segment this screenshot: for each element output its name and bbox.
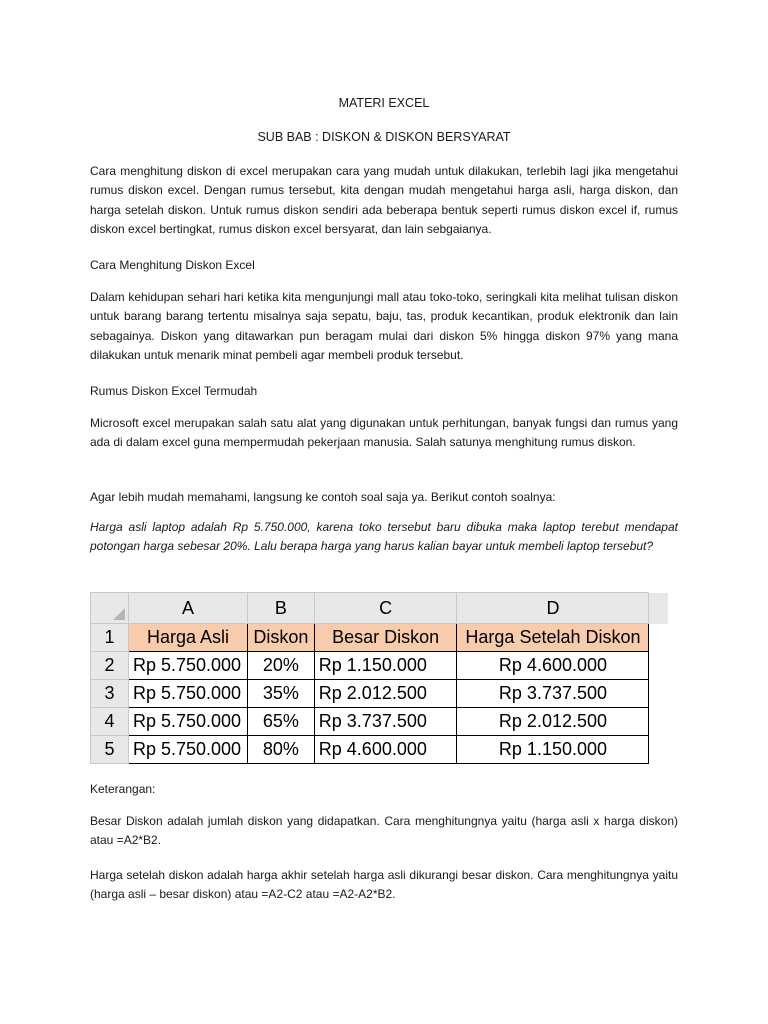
row-header[interactable]: 5 (91, 736, 129, 764)
question-paragraph: Harga asli laptop adalah Rp 5.750.000, karena toko tersebut baru dibuka maka laptop terebut mendapat potongan harga sebesar 20%. Lalu berapa harga yang harus kalian bayar untuk membeli laptop tersebut? (90, 520, 678, 554)
empty-cell (649, 708, 668, 736)
note-harga-setelah-diskon: Harga setelah diskon adalah harga akhir setelah harga asli dikurangi besar diskon. Cara menghitungnya yaitu (harga asli – besar diskon) atau =A2-C2 atau =A2-A2*B2. (90, 868, 678, 902)
heading-rumus-termudah: Rumus Diskon Excel Termudah (90, 384, 258, 398)
cell-harga-setelah-diskon[interactable]: Rp 3.737.500 (457, 680, 649, 708)
empty-cell (649, 652, 668, 680)
table-row (91, 708, 669, 736)
header-cell-besar-diskon[interactable]: Besar Diskon (314, 624, 457, 652)
header-cell-diskon[interactable]: Diskon (248, 624, 315, 652)
cell-harga-asli[interactable]: Rp 5.750.000 (128, 736, 247, 764)
paragraph-contoh-soal: Agar lebih mudah memahami, langsung ke contoh soal saja ya. Berikut contoh soalnya: (90, 490, 556, 504)
cell-harga-asli[interactable]: Rp 5.750.000 (128, 708, 247, 736)
paragraph-kehidupan: Dalam kehidupan sehari hari ketika kita mengunjungi mall atau toko-toko, seringkali kita melihat tulisan diskon untuk barang barang tertentu misalnya saja sepatu, baju, tas, produk kecantikan, produk elektronik dan lain sebagainya. Diskon yang ditawarkan pun beragam mulai dari diskon 5% hingga diskon 97% yang mana dilakukan untuk menarik minat pembeli agar membeli produk tersebut. (90, 290, 678, 362)
row-header[interactable]: 4 (91, 708, 129, 736)
cell-harga-asli[interactable]: Rp 5.750.000 (128, 652, 247, 680)
paragraph-microsoft-excel: Microsoft excel merupakan salah satu alat yang digunakan untuk perhitungan, banyak fungsi dan rumus yang ada di dalam excel guna mempermudah pekerjaan manusia. Salah satunya menghitung rumus diskon. (90, 416, 678, 450)
table-row (91, 680, 669, 708)
empty-cell (649, 736, 668, 764)
header-cell-harga-setelah-diskon[interactable]: Harga Setelah Diskon (457, 624, 649, 652)
cell-besar-diskon[interactable]: Rp 2.012.500 (314, 680, 457, 708)
column-header-d[interactable]: D (457, 593, 649, 624)
cell-besar-diskon[interactable]: Rp 3.737.500 (314, 708, 457, 736)
cell-harga-asli[interactable]: Rp 5.750.000 (128, 680, 247, 708)
doc-subtitle: SUB BAB : DISKON & DISKON BERSYARAT (257, 130, 511, 144)
table-row (91, 652, 669, 680)
cell-harga-setelah-diskon[interactable]: Rp 1.150.000 (457, 736, 649, 764)
row-header[interactable]: 3 (91, 680, 129, 708)
heading-cara-menghitung: Cara Menghitung Diskon Excel (90, 258, 255, 272)
table-row (91, 736, 669, 764)
cell-besar-diskon[interactable]: Rp 1.150.000 (314, 652, 457, 680)
corner-triangle-icon (113, 608, 125, 620)
cell-besar-diskon[interactable]: Rp 4.600.000 (314, 736, 457, 764)
header-cell-harga-asli[interactable]: Harga Asli (128, 624, 247, 652)
column-header-empty (649, 593, 668, 624)
cell-harga-setelah-diskon[interactable]: Rp 2.012.500 (457, 708, 649, 736)
empty-cell (649, 680, 668, 708)
empty-cell (649, 624, 668, 652)
cell-diskon[interactable]: 35% (248, 680, 315, 708)
note-besar-diskon: Besar Diskon adalah jumlah diskon yang didapatkan. Cara menghitungnya yaitu (harga asli x harga diskon) atau =A2*B2. (90, 814, 678, 848)
column-header-a[interactable]: A (128, 593, 247, 624)
cell-diskon[interactable]: 65% (248, 708, 315, 736)
column-header-c[interactable]: C (314, 593, 457, 624)
select-all-corner[interactable] (91, 593, 129, 624)
cell-harga-setelah-diskon[interactable]: Rp 4.600.000 (457, 652, 649, 680)
excel-table (90, 592, 668, 764)
heading-keterangan: Keterangan: (90, 782, 156, 796)
row-header[interactable]: 1 (91, 624, 129, 652)
cell-diskon[interactable]: 20% (248, 652, 315, 680)
cell-diskon[interactable]: 80% (248, 736, 315, 764)
doc-title: MATERI EXCEL (338, 96, 430, 110)
column-header-b[interactable]: B (248, 593, 315, 624)
intro-paragraph: Cara menghitung diskon di excel merupakan cara yang mudah untuk dilakukan, terlebih lagi jika mengetahui rumus diskon excel. Dengan rumus tersebut, kita dengan mudah mengetahui harga asli, harga diskon, dan harga setelah diskon. Untuk rumus diskon sendiri ada beberapa bentuk seperti rumus diskon excel if, rumus diskon excel bertingkat, rumus diskon excel bersyarat, dan lain sebgaianya. (90, 164, 678, 236)
row-header[interactable]: 2 (91, 652, 129, 680)
